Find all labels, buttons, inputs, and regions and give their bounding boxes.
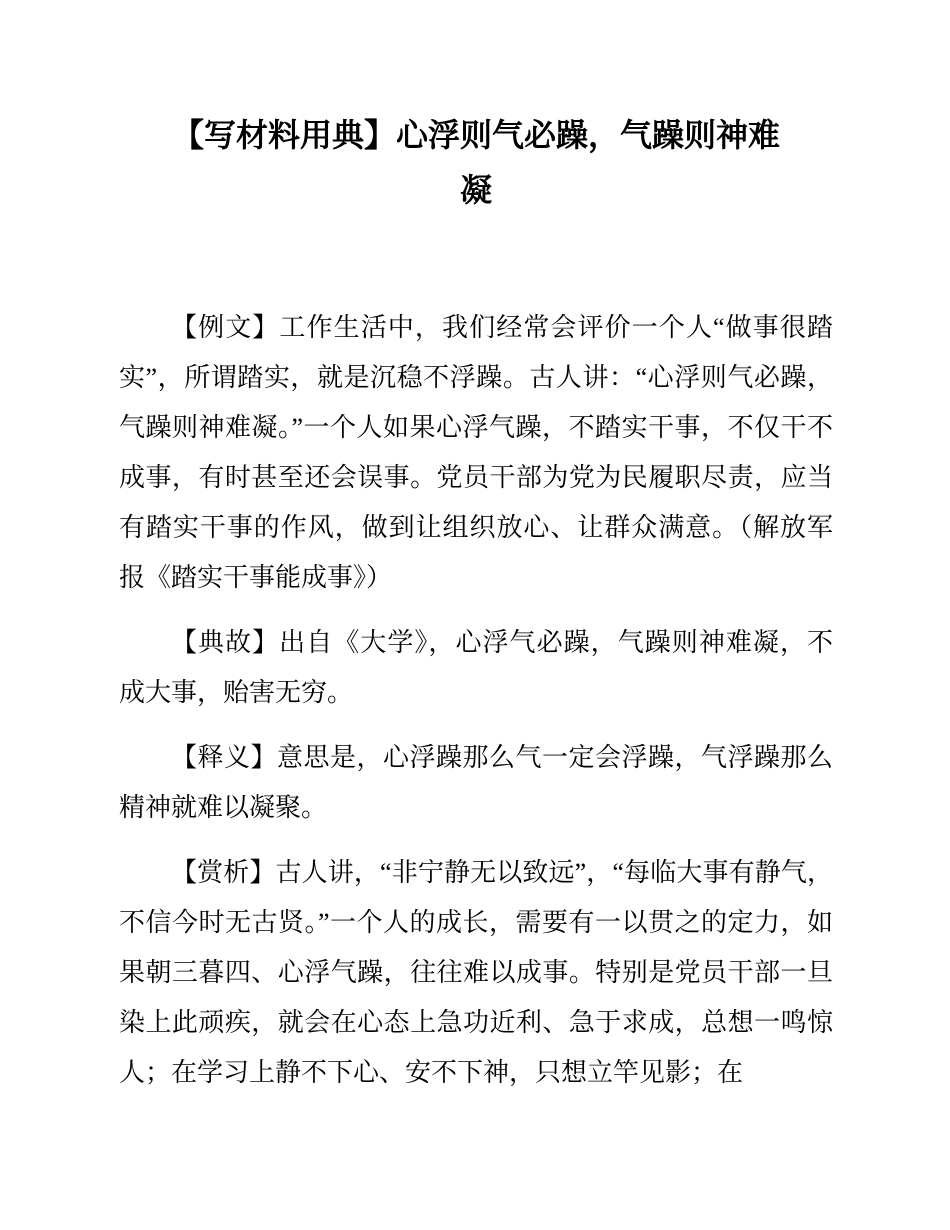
document-title-line-1: 【写材料用典】心浮则气必躁，气躁则神难 [171, 117, 780, 153]
paragraph-definition-shiyi: 【释义】意思是，心浮躁那么气一定会浮躁，气浮躁那么精神就难以凝聚。 [119, 743, 833, 822]
document-title-line-2: 凝 [459, 172, 492, 208]
paragraph-example-liwen: 【例文】工作生活中，我们经常会评价一个人“做事很踏实”，所谓踏实，就是沉稳不浮躁。古人讲：“心浮则气必躁，气躁则神难凝。”一个人如果心浮气躁，不踏实干事，不仅干不成事，有时甚至还会误事。党员干部为党为民履职尽责，应当有踏实干事的作风，做到让组织放心、让群众满意。（解放军报《踏实干事能成事》） [119, 313, 833, 592]
paragraph-allusion-diangu: 【典故】出自《大学》，心浮气必躁，气躁则神难凝，不成大事，贻害无穷。 [119, 628, 833, 707]
paragraph-appreciation-shangxi: 【赏析】古人讲，“非宁静无以致远”，“每临大事有静气，不信今时无古贤。”一个人的成长，需要有一以贯之的定力，如果朝三暮四、心浮气躁，往往难以成事。特别是党员干部一旦染上此顽疾，就会在心态上急功近利、急于求成，总想一鸣惊人；在学习上静不下心、安不下神，只想立竿见影；在 [119, 858, 833, 1087]
document-title [119, 108, 833, 218]
document-body [119, 303, 833, 1098]
